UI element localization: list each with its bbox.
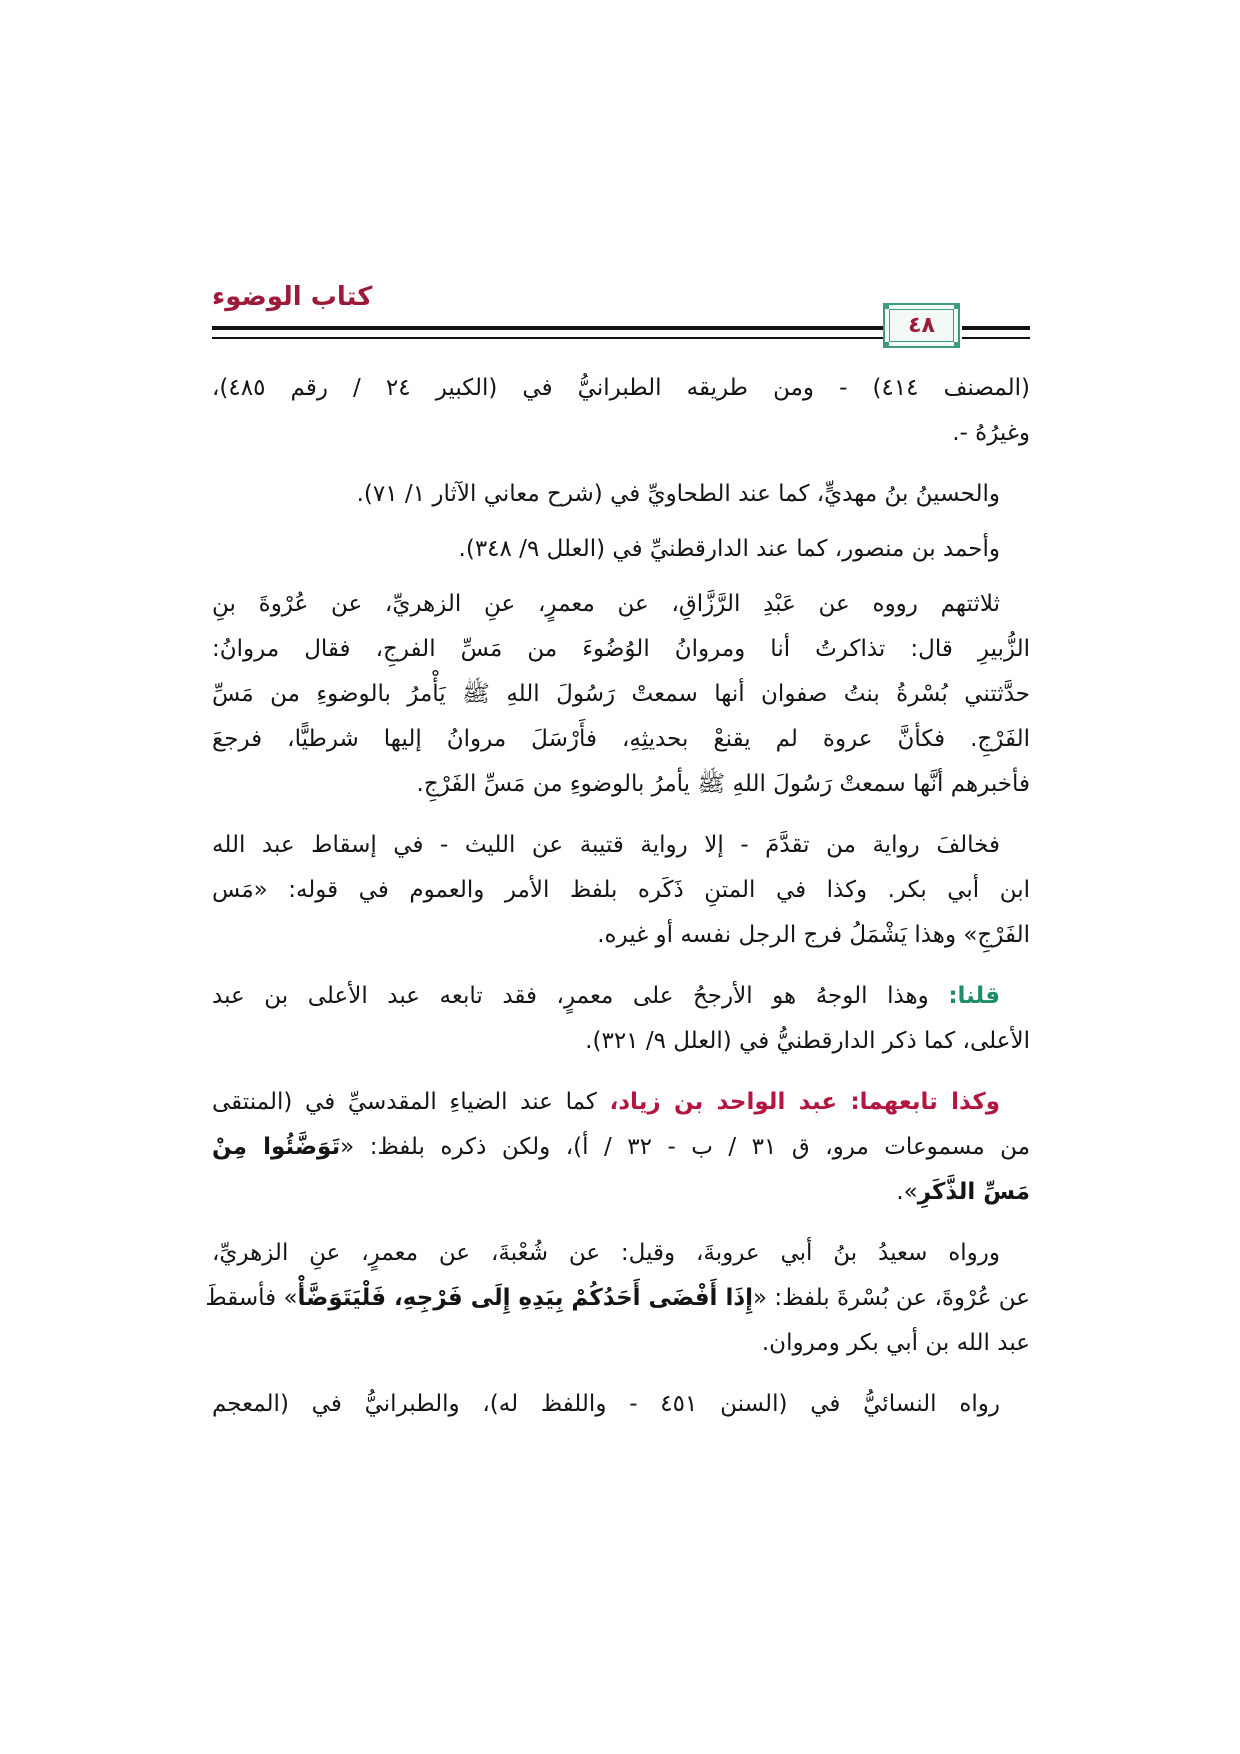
line-text: ورواه سعيدُ بنُ أبي عروبةَ، وقيل: عن شُعْبةَ، عن معمرٍ، عنِ الزهريِّ، xyxy=(212,1240,1000,1266)
line-text: وغيرُهُ -. xyxy=(952,420,1030,446)
line-text: فأخبرهم أنَّها سمعتْ رَسُولَ اللهِ ﷺ يأمرُ بالوضوءِ من مَسِّ الفَرْجِ. xyxy=(416,771,1030,797)
text-line xyxy=(205,1276,1030,1321)
page-number: ٤٨ xyxy=(908,313,935,338)
line-text: (المصنف ٤١٤) - ومن طريقه الطبرانيُّ في (الكبير ٢٤ / رقم ٤٨٥)، xyxy=(212,375,1030,401)
line-text: الفَرْجِ» وهذا يَشْمَلُ فرج الرجل نفسه أو غيره. xyxy=(597,922,1030,948)
paragraph xyxy=(212,472,1030,517)
paragraph xyxy=(212,527,1030,572)
text-line xyxy=(212,974,1030,1019)
paragraph xyxy=(205,1231,1030,1366)
header-rule xyxy=(962,337,1030,339)
page-number-frame xyxy=(883,303,960,348)
line-text: كما عند الضياءِ المقدسيِّ في (المنتقى xyxy=(212,1089,610,1115)
line-text: » فأسقطَ xyxy=(205,1285,298,1311)
paragraph xyxy=(212,1080,1030,1215)
text-line xyxy=(212,472,1030,517)
line-text: رواه النسائيُّ في (السنن ٤٥١ - واللفظ له)، والطبرانيُّ في (المعجم xyxy=(212,1391,1000,1417)
text-line xyxy=(212,1321,1030,1366)
text-line xyxy=(212,527,1030,572)
text-line xyxy=(212,411,1030,456)
line-text: ». xyxy=(896,1179,918,1205)
paragraph xyxy=(212,823,1030,958)
hadith-text: إِذَا أَفْضَى أَحَدُكُمْ بِيَدِهِ إِلَى فَرْجِهِ، فَلْيَتَوَضَّأْ xyxy=(297,1285,754,1311)
text-line xyxy=(212,672,1030,717)
line-text: فخالفَ رواية من تقدَّمَ - إلا رواية قتيبة عن الليث - في إسقاط عبد الله xyxy=(212,832,1000,858)
hadith-text: مَسِّ الذَّكَرِ xyxy=(917,1179,1030,1205)
line-text: ثلاثتهم رووه عن عَبْدِ الرَّزَّاقِ، عن معمرٍ، عنِ الزهريِّ، عن عُرْوةَ بنِ xyxy=(212,591,1000,617)
text-line xyxy=(212,868,1030,913)
header-rule xyxy=(962,326,1030,330)
text-line xyxy=(212,913,1030,958)
header-rule xyxy=(212,337,883,339)
paragraph xyxy=(212,974,1030,1064)
line-text: وأحمد بن منصور، كما عند الدارقطنيِّ في (العلل ٩/ ٣٤٨). xyxy=(458,536,1000,562)
line-text: حدَّثتني بُسْرةُ بنتُ صفوان أنها سمعتْ رَسُولَ اللهِ ﷺ يَأْمرُ بالوضوءِ من مَسِّ xyxy=(212,681,1030,707)
text-line xyxy=(212,1019,1030,1064)
body-text xyxy=(205,366,1031,1427)
line-text: عبد الله بن أبي بكر ومروان. xyxy=(761,1330,1030,1356)
text-line xyxy=(212,717,1030,762)
line-text: الزُّبيرِ قال: تذاكرتُ أنا ومروانُ الوُضُوءَ من مَسِّ الفرجِ، فقال مروانُ: xyxy=(212,636,1030,662)
line-text: الأعلى، كما ذكر الدارقطنيُّ في (العلل ٩/ ٣٢١). xyxy=(585,1028,1030,1054)
line-text: ابن أبي بكر. وكذا في المتنِ ذَكَره بلفظ الأمر والعموم في قوله: «مَس xyxy=(212,877,1030,903)
text-line xyxy=(212,1080,1030,1125)
line-text: من مسموعات مرو، ق ٣١ / ب - ٣٢ / أ)، ولكن ذكره بلفظ: « xyxy=(340,1134,1031,1160)
text-line xyxy=(212,1125,1030,1170)
text-line xyxy=(212,762,1030,807)
line-text: عن عُرْوةَ، عن بُسْرةَ بلفظ: « xyxy=(753,1285,1030,1311)
chapter-title: كتاب الوضوء xyxy=(212,282,373,312)
hadith-text: تَوَضَّئُوا مِنْ xyxy=(212,1134,341,1160)
paragraph xyxy=(212,1382,1030,1427)
qulna-label: قلنا: xyxy=(948,983,1000,1009)
text-line xyxy=(212,823,1030,868)
text-line xyxy=(212,366,1030,411)
text-line xyxy=(212,1382,1030,1427)
line-text: والحسينُ بنُ مهديٍّ، كما عند الطحاويِّ في (شرح معاني الآثار ١/ ٧١). xyxy=(356,481,1000,507)
text-line xyxy=(212,1231,1030,1276)
narrator-highlight: وكذا تابعهما: عبد الواحد بن زياد، xyxy=(609,1089,1000,1115)
paragraph xyxy=(212,366,1030,456)
line-text: الفَرْجِ. فكأنَّ عروة لم يقنعْ بحديثِهِ، فأَرْسَلَ مروانُ إليها شرطيًّا، فرجعَ xyxy=(212,726,1030,752)
paragraph xyxy=(212,582,1030,807)
header-rule xyxy=(212,326,883,330)
text-line xyxy=(212,1170,1030,1215)
text-line xyxy=(212,582,1030,627)
text-line xyxy=(212,627,1030,672)
line-text: وهذا الوجهُ هو الأرجحُ على معمرٍ، فقد تابعه عبد الأعلى بن عبد xyxy=(212,983,949,1009)
